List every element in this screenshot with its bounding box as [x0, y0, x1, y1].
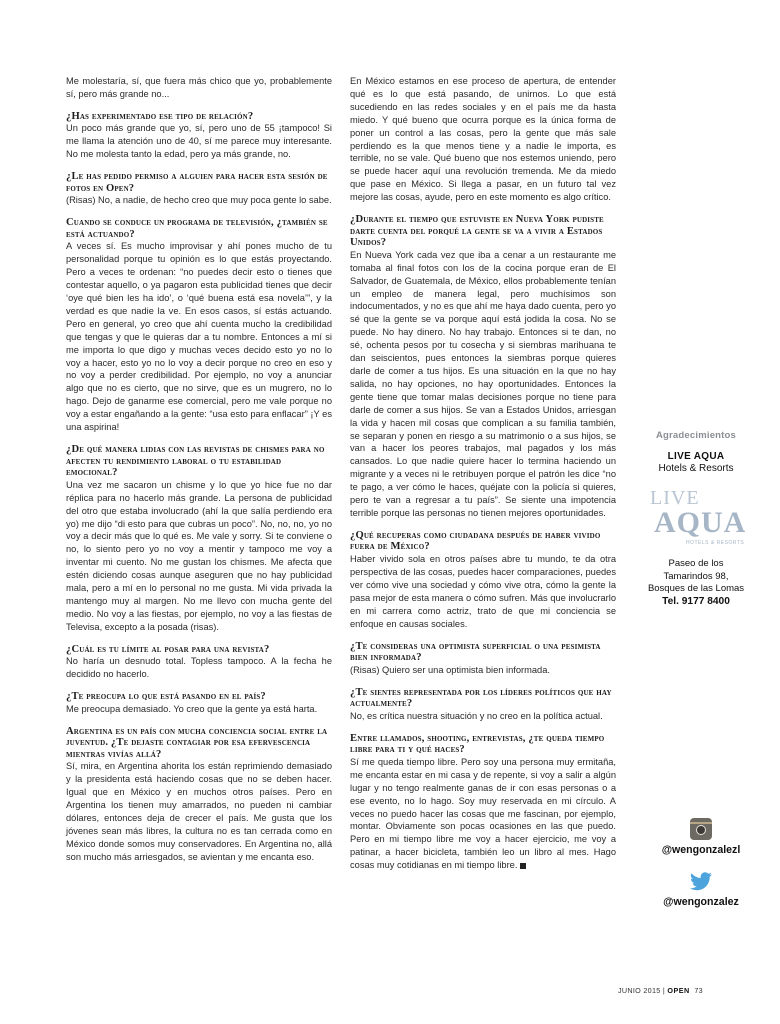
interview-answer: Sí, mira, en Argentina ahorita los están reprimiendo demasiado y la presidenta está haciendo cosas que no se deben hacer. Igual que en México y en muchos otros países. Pero en Argentina los tienen muy amarrados, no pueden ni cambiar dólares, entonces deja de crecer el país. Me gusta que los jóvenes sean más libres, la cultura no es tan cerrada como en México donde somos muy conservadores. En Argentina no, allá son mucho más arriesgados, se avientan y me encanta eso. [66, 761, 332, 862]
twitter-block [636, 872, 766, 908]
interview-answer: En Nueva York cada vez que iba a cenar a un restaurante me tomaba al final fotos con los de la cocina porque eran de El Salvador, de Guatemala, de México, ellos probablemente tenían un empleo de manera legal, pero muchísimos son indocumentados, y no es que ahí me haya dado cuenta, pero yo sé que la gente se va porque aquí está jodida la cosa. No se puede. No hay dinero. No hay trabajo. Entonces si te dan, no sé, ochenta pesos por tu cosecha y si siembras marihuana te dan seiscientos, pues entonces la siembras porque quieres darle de comer a tus hijos. Es una situación en la que no hay salida, no hay opciones, no hay oportunidades. Entonces la gente tiene que tomar malas decisiones porque no tiene para darle de comer a sus hijos. Se van a Estados Unidos, arriesgan la vida y hacen mil cosas que complican a su familia también, se separan y ponen en riesgo a su matrimonio o a sus hijos, se van a hacer los peores trabajos, mal pagados y los más cansados. Lo que nadie quiere hacer lo termina haciendo un migrante y a veces ni le retribuyen porque el patrón les dice “no te pago, a ver cómo le haces, quéjate con la policía si quieres, pero te van a regresar a tu país”. Se siente una impotencia terrible porque las personas no tienen mejores oportunidades. [350, 249, 616, 518]
hotel-address [632, 558, 760, 596]
interview-question: Argentina es un país con mucha conciencia social entre la juventud. ¿Te dejaste contagiar por esa efervescencia mientras vivías allá? [66, 725, 328, 760]
interview-question: ¿De qué manera lidias con las revistas de chismes para no afecten tu rendimiento laboral o tu estabilidad emocional? [66, 444, 325, 479]
qa-block [350, 75, 616, 204]
qa-block [66, 111, 332, 161]
qa-block [66, 691, 332, 716]
interview-question: Cuando se conduce un programa de televisión, ¿también se está actuando? [66, 217, 328, 240]
address-line: Bosques de las Lomas [647, 583, 745, 594]
qa-block [66, 75, 332, 101]
instagram-icon [690, 818, 712, 840]
interview-answer: Me preocupa demasiado. Yo creo que la gente ya está harta. [66, 703, 318, 714]
interview-question: Entre llamados, shooting, entrevistas, ¿te queda tiempo libre para ti y qué haces? [350, 732, 605, 756]
twitter-bird-icon [689, 872, 713, 892]
interview-question: ¿Te consideras una optimista superficial o una pesimista bien informada? [350, 640, 601, 664]
interview-answer: (Risas) Quiero ser una optimista bien informada. [350, 664, 550, 675]
interview-answer: Haber vivido sola en otros países abre tu mundo, te da otra perspectiva de las cosas, puedes hacer comparaciones, puedes ver cómo vive una sociedad y cómo vive otra, cómo la gente la pasa mejor de esta manera o cómo sufren. Más que involucrarlo en mi carrera como actriz, trato de que mi conciencia se enfoque en causas sociales. [350, 554, 616, 629]
logo-aqua-text: AQUA [654, 506, 747, 539]
page-number: 73 [694, 986, 703, 995]
instagram-handle: @wengonzalezl [661, 844, 741, 856]
hotel-subtitle: Hotels & Resorts [658, 463, 734, 474]
qa-block [350, 641, 616, 677]
interview-answer: En México estamos en ese proceso de apertura, de entender qué es lo que está pasando, de unirnos. Lo que está sucediendo en las redes sociales y en el país me da hasta miedo. Y qué bueno que ocurra porque es la única forma de poner un control a las cosas, pero la gente que más sale perdiendo es la que menos tiene y a nadie le importa, es terrible, no se vale. Qué bueno que nos estemos uniendo, pero se puede hacer aquí una revolución tremenda. Me da miedo que pase en México. Si llega a pasar, en un futuro tal vez mejore las cosas, ayude, pero en este momento es algo crítico. [350, 76, 616, 203]
interview-answer: No, es crítica nuestra situación y no creo en la política actual. [350, 710, 603, 721]
qa-block [66, 171, 332, 207]
end-of-article-icon [520, 863, 526, 869]
interview-answer: Me molestaría, sí, que fuera más chico que yo, probablemente sí, pero más grande no... [66, 76, 332, 99]
twitter-handle: @wengonzalez [663, 896, 739, 908]
interview-question: ¿Durante el tiempo que estuviste en Nueva York pudiste darte cuenta del porqué la gente se va a vivir a Estados Unidos? [350, 214, 604, 249]
interview-question: ¿Te sientes representada por los líderes políticos que hay actualmente? [350, 686, 612, 710]
hotel-name: LIVE AQUA [667, 451, 725, 462]
page-footer [618, 986, 703, 995]
instagram-block [636, 818, 766, 856]
interview-answer: No haría un desnudo total. Topless tampoco. A la fecha he decidido no hacerlo. [66, 656, 332, 680]
qa-block [66, 444, 332, 634]
live-aqua-logo [636, 482, 756, 550]
address-line: Paseo de los [668, 558, 724, 569]
qa-block [66, 217, 332, 434]
interview-answer: A veces sí. Es mucho improvisar y ahí pones mucho de tu personalidad porque tu opinión es lo que estás proyectando. Pero a veces te ordenan: “no puedes decir esto o tienes que contestar aquello, o ya pagaron esta publicidad tienes que decir ‘oye qué bien les ha ido’, o ‘qué buena está esa novela’”, y la verdad es que nadie la ve. En esos casos, sí estás actuando. Pero en general, yo creo que ahí cuenta mucho la credibilidad que tengas y que le quieras dar a tu nombre. Entonces a mí si me importa lo que digo y muchas veces decido esto yo no lo voy a hacer, esto yo no lo voy a decir porque no creo en eso y no voy a perder credibilidad. Por ejemplo, no voy a anunciar algo que no es cierto, que no sirve, que es un mugrero, no lo hago. Dejo de ganarme ese comercial, pero me vale porque no voy a estar engañando a la gente: “usa esto para enflacar” ¡Y es una aspirina! [66, 241, 332, 433]
interview-question: ¿Qué recuperas como ciudadana después de haber vivido fuera de México? [350, 529, 601, 553]
footer-separator: | [662, 986, 666, 995]
magazine-name: OPEN [667, 986, 690, 995]
logo-tagline: HOTELS & RESORTS [686, 540, 745, 546]
interview-answer: Un poco más grande que yo, sí, pero uno de 55 ¡tampoco! Si me llama la atención uno de 40, sí me parece muy interesante. No me molesta tanto la edad, pero ya más grande, no. [66, 123, 332, 160]
logo-live-text: LIVE [650, 487, 700, 509]
interview-question: ¿Cuál es tu límite al posar para una revista? [66, 643, 270, 655]
acknowledgements-sidebar [632, 430, 760, 607]
issue-date: JUNIO 2015 [618, 986, 661, 995]
hotel-phone: Tel. 9177 8400 [662, 595, 730, 607]
qa-block [350, 214, 616, 520]
qa-block [66, 726, 332, 864]
interview-answer: Una vez me sacaron un chisme y lo que yo hice fue no dar réplica para no hacerlo más grande. La persona de publicidad del otro que estaba involucrado (ahí la que salía perdiendo era yo) me dijo “di esto para que cubras un poco”. No, no, no, yo no voy a decir más que lo qué es. Me vale y sorry. Si te conviene o no, lo siento pero yo no voy a mentir y tampoco me voy a inventar mi cuento. No me gustan los chismes. Me afecta que estén diciendo cosas aunque aseguren que no hay publicidad mala, pero a mí en lo personal no me gusta. Mi vida privada la mantengo muy al margen. No me llevo con mucha gente del medio. No voy a las fiestas, por ejemplo, no voy a las fiestas de Televisa, excepto a la posada (risas). [66, 479, 332, 632]
acknowledgements-title: Agradecimientos [655, 430, 737, 441]
interview-question: ¿Has experimentado ese tipo de relación? [66, 110, 254, 122]
qa-block [66, 644, 332, 681]
article-column-left [66, 75, 332, 874]
interview-answer: Sí me queda tiempo libre. Pero soy una persona muy ermitaña, me encanta estar en mi casa y de repente, si voy a salir a algún lugar y no tengo realmente ganas de ir con esas personas o a ese evento, no lo hago. Soy muy reservada en mi círculo. A veces no puedo hacer las cosas que me fascinan, por ejemplo, montar. Obviamente son pocas ocasiones en las que puedo. Pero en mi tiempo libre me voy a hacer ejercicio, me voy a patinar, a hacer bicicleta, también leo un libro al mes. Hago cosas muy cotidianas en mi tiempo libre. [350, 756, 616, 871]
qa-block [350, 733, 616, 872]
qa-block [350, 530, 616, 631]
interview-answer: (Risas) No, a nadie, de hecho creo que muy poca gente lo sabe. [66, 195, 332, 206]
qa-block [350, 687, 616, 723]
interview-question: ¿Le has pedido permiso a alguien para hacer esta sesión de fotos en Open? [66, 171, 328, 194]
interview-question: ¿Te preocupa lo que está pasando en el país? [66, 691, 266, 703]
address-line: Tamarindos 98, [663, 570, 729, 582]
article-column-right [350, 75, 616, 882]
